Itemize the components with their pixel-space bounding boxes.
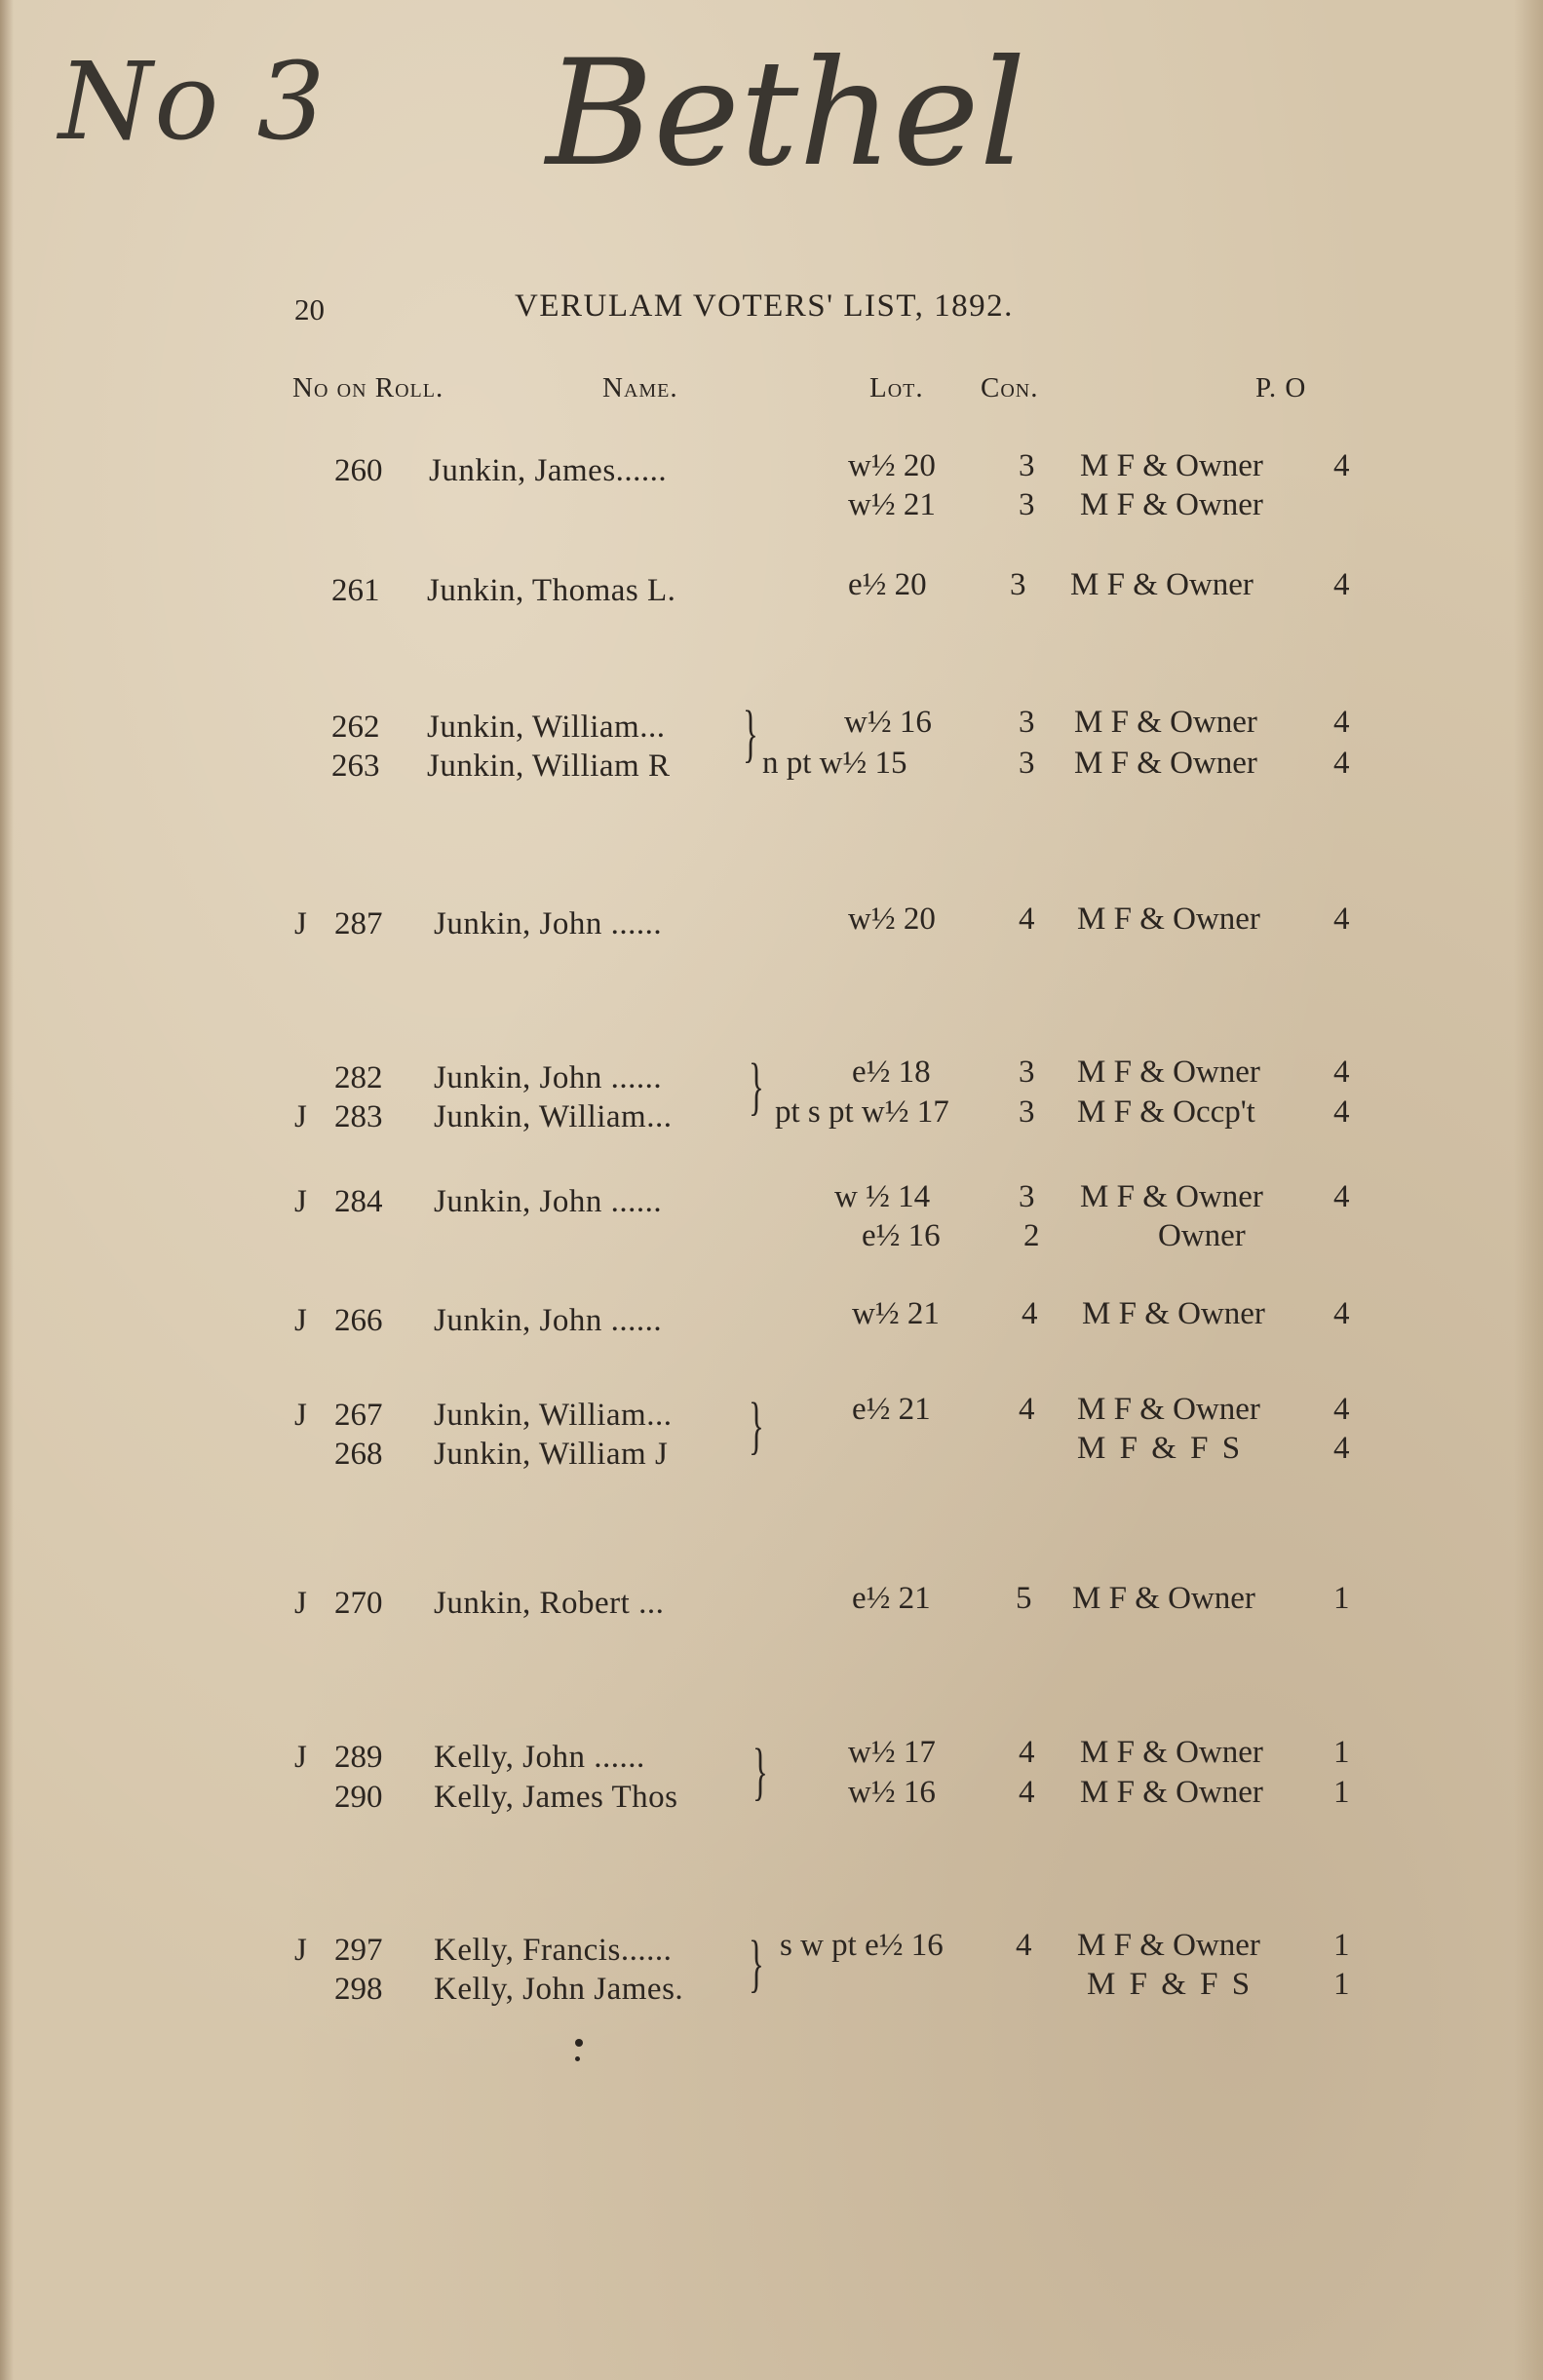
- qualification: M F & F S: [1077, 1431, 1244, 1466]
- lot: e½ 16: [862, 1218, 941, 1253]
- lot: w½ 20: [848, 902, 936, 937]
- concession: 4: [1016, 1928, 1032, 1963]
- qualification: M F & Owner: [1080, 448, 1263, 483]
- voter-name: Junkin, John ......: [434, 906, 663, 941]
- concession: 4: [1019, 1392, 1035, 1427]
- qualification: M F & Occp't: [1077, 1094, 1255, 1130]
- voter-name: Junkin, William...: [434, 1398, 673, 1433]
- voter-name: Kelly, James Thos: [434, 1780, 678, 1815]
- roll-prefix: J: [294, 906, 307, 941]
- concession: 4: [1019, 902, 1035, 937]
- page-number: 20: [294, 292, 325, 326]
- brace-bracket: }: [749, 1051, 764, 1122]
- voter-name: Junkin, Thomas L.: [427, 573, 676, 608]
- voter-name: Junkin, William J: [434, 1437, 669, 1472]
- voter-name: Junkin, James......: [429, 453, 668, 488]
- roll-number: 284: [334, 1184, 383, 1219]
- post-office: 4: [1333, 1431, 1350, 1466]
- concession: 4: [1019, 1775, 1035, 1810]
- roll-prefix: J: [294, 1099, 307, 1134]
- voter-name: Junkin, William R: [427, 749, 671, 784]
- concession: 5: [1016, 1581, 1032, 1616]
- roll-number: 297: [334, 1933, 383, 1968]
- brace-bracket: }: [749, 1390, 764, 1461]
- handwritten-number: No 3: [58, 39, 328, 164]
- page-edge-right: [1514, 0, 1543, 2380]
- ink-dot: [575, 2039, 583, 2047]
- post-office: 1: [1333, 1581, 1350, 1616]
- roll-prefix: J: [294, 1303, 307, 1338]
- roll-number: 260: [334, 453, 383, 488]
- concession: 4: [1019, 1735, 1035, 1770]
- lot: e½ 21: [852, 1392, 931, 1427]
- roll-number: 289: [334, 1740, 383, 1775]
- column-lot: Lot.: [869, 372, 924, 403]
- qualification: M F & Owner: [1077, 1392, 1260, 1427]
- lot: w½ 21: [852, 1296, 940, 1331]
- post-office: 4: [1333, 705, 1350, 740]
- page-edge-left: [0, 0, 14, 2380]
- post-office: 1: [1333, 1967, 1350, 2002]
- post-office: 1: [1333, 1735, 1350, 1770]
- brace-bracket: }: [749, 1928, 764, 1999]
- column-po: P. O: [1255, 372, 1307, 403]
- column-con: Con.: [981, 372, 1039, 403]
- voter-name: Junkin, John ......: [434, 1303, 663, 1338]
- voter-name: Kelly, John ......: [434, 1740, 645, 1775]
- lot: w½ 20: [848, 448, 936, 483]
- lot: w½ 16: [848, 1775, 936, 1810]
- post-office: 4: [1333, 567, 1350, 602]
- roll-number: 287: [334, 906, 383, 941]
- lot: s w pt e½ 16: [780, 1928, 944, 1963]
- qualification: M F & Owner: [1080, 487, 1263, 522]
- roll-number: 268: [334, 1437, 383, 1472]
- roll-number: 298: [334, 1972, 383, 2007]
- post-office: 1: [1333, 1775, 1350, 1810]
- qualification: M F & Owner: [1074, 746, 1257, 781]
- concession: 3: [1019, 746, 1035, 781]
- concession: 3: [1019, 1094, 1035, 1130]
- qualification: M F & Owner: [1072, 1581, 1255, 1616]
- qualification: M F & Owner: [1082, 1296, 1265, 1331]
- roll-prefix: J: [294, 1398, 307, 1433]
- qualification: M F & Owner: [1080, 1179, 1263, 1214]
- lot: e½ 20: [848, 567, 927, 602]
- post-office: 4: [1333, 1094, 1350, 1130]
- post-office: 4: [1333, 1296, 1350, 1331]
- qualification: M F & Owner: [1077, 902, 1260, 937]
- lot: pt s pt w½ 17: [775, 1094, 949, 1130]
- lot: w ½ 14: [834, 1179, 931, 1214]
- concession: 3: [1010, 567, 1026, 602]
- concession: 4: [1022, 1296, 1038, 1331]
- qualification: Owner: [1158, 1218, 1246, 1253]
- roll-number: 262: [331, 710, 380, 745]
- concession: 3: [1019, 1055, 1035, 1090]
- roll-prefix: J: [294, 1586, 307, 1621]
- roll-prefix: J: [294, 1184, 307, 1219]
- lot: e½ 18: [852, 1055, 931, 1090]
- roll-number: 270: [334, 1586, 383, 1621]
- lot: e½ 21: [852, 1581, 931, 1616]
- concession: 2: [1023, 1218, 1040, 1253]
- roll-number: 266: [334, 1303, 383, 1338]
- post-office: 4: [1333, 448, 1350, 483]
- lot: w½ 16: [844, 705, 932, 740]
- post-office: 1: [1333, 1928, 1350, 1963]
- voter-name: Kelly, Francis......: [434, 1933, 673, 1968]
- qualification: M F & Owner: [1077, 1055, 1260, 1090]
- page-title: VERULAM VOTERS' LIST, 1892.: [515, 288, 1014, 324]
- post-office: 4: [1333, 746, 1350, 781]
- brace-bracket: }: [743, 698, 758, 769]
- qualification: M F & Owner: [1070, 567, 1254, 602]
- lot: n pt w½ 15: [762, 746, 907, 781]
- ink-dot: [575, 2056, 580, 2061]
- qualification: M F & Owner: [1080, 1735, 1263, 1770]
- post-office: 4: [1333, 902, 1350, 937]
- roll-number: 282: [334, 1060, 383, 1095]
- roll-number: 283: [334, 1099, 383, 1134]
- column-name: Name.: [602, 372, 678, 403]
- lot: w½ 17: [848, 1735, 936, 1770]
- roll-number: 267: [334, 1398, 383, 1433]
- roll-number: 290: [334, 1780, 383, 1815]
- roll-prefix: J: [294, 1740, 307, 1775]
- qualification: M F & Owner: [1074, 705, 1257, 740]
- post-office: 4: [1333, 1179, 1350, 1214]
- qualification: M F & Owner: [1077, 1928, 1260, 1963]
- voter-name: Junkin, Robert ...: [434, 1586, 665, 1621]
- voter-name: Junkin, John ......: [434, 1184, 663, 1219]
- concession: 3: [1019, 487, 1035, 522]
- voter-name: Junkin, William...: [427, 710, 666, 745]
- qualification: M F & F S: [1087, 1967, 1254, 2002]
- post-office: 4: [1333, 1392, 1350, 1427]
- concession: 3: [1019, 705, 1035, 740]
- concession: 3: [1019, 1179, 1035, 1214]
- handwritten-title: Bethel: [546, 29, 1026, 199]
- roll-number: 261: [331, 573, 380, 608]
- roll-number: 263: [331, 749, 380, 784]
- column-no-on-roll: No on Roll.: [292, 372, 444, 403]
- roll-prefix: J: [294, 1933, 307, 1968]
- concession: 3: [1019, 448, 1035, 483]
- lot: w½ 21: [848, 487, 936, 522]
- voter-name: Junkin, John ......: [434, 1060, 663, 1095]
- brace-bracket: }: [752, 1736, 768, 1807]
- voter-name: Kelly, John James.: [434, 1972, 684, 2007]
- voter-name: Junkin, William...: [434, 1099, 673, 1134]
- qualification: M F & Owner: [1080, 1775, 1263, 1810]
- post-office: 4: [1333, 1055, 1350, 1090]
